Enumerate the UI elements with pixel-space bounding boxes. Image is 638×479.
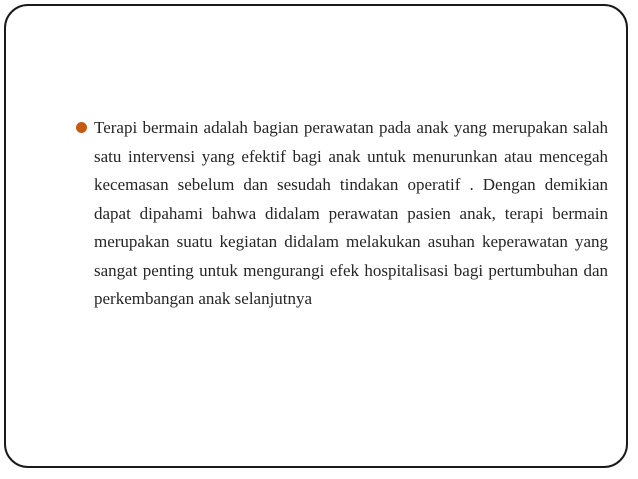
bullet-dot-icon <box>76 122 87 133</box>
bullet-list-item <box>76 114 608 314</box>
slide-frame <box>4 4 628 468</box>
bullet-text: Terapi bermain adalah bagian perawatan pada anak yang merupakan salah satu intervensi yang efektif bagi anak untuk menurunkan atau mencegah kecemasan sebelum dan sesudah tindakan operatif . Dengan demikian dapat dipahami bahwa didalam perawatan pasien anak, terapi bermain merupakan suatu kegiatan didalam melakukan asuhan keperawatan yang sangat penting untuk mengurangi efek hospitalisasi bagi pertumbuhan dan perkembangan anak selanjutnya <box>94 118 608 308</box>
